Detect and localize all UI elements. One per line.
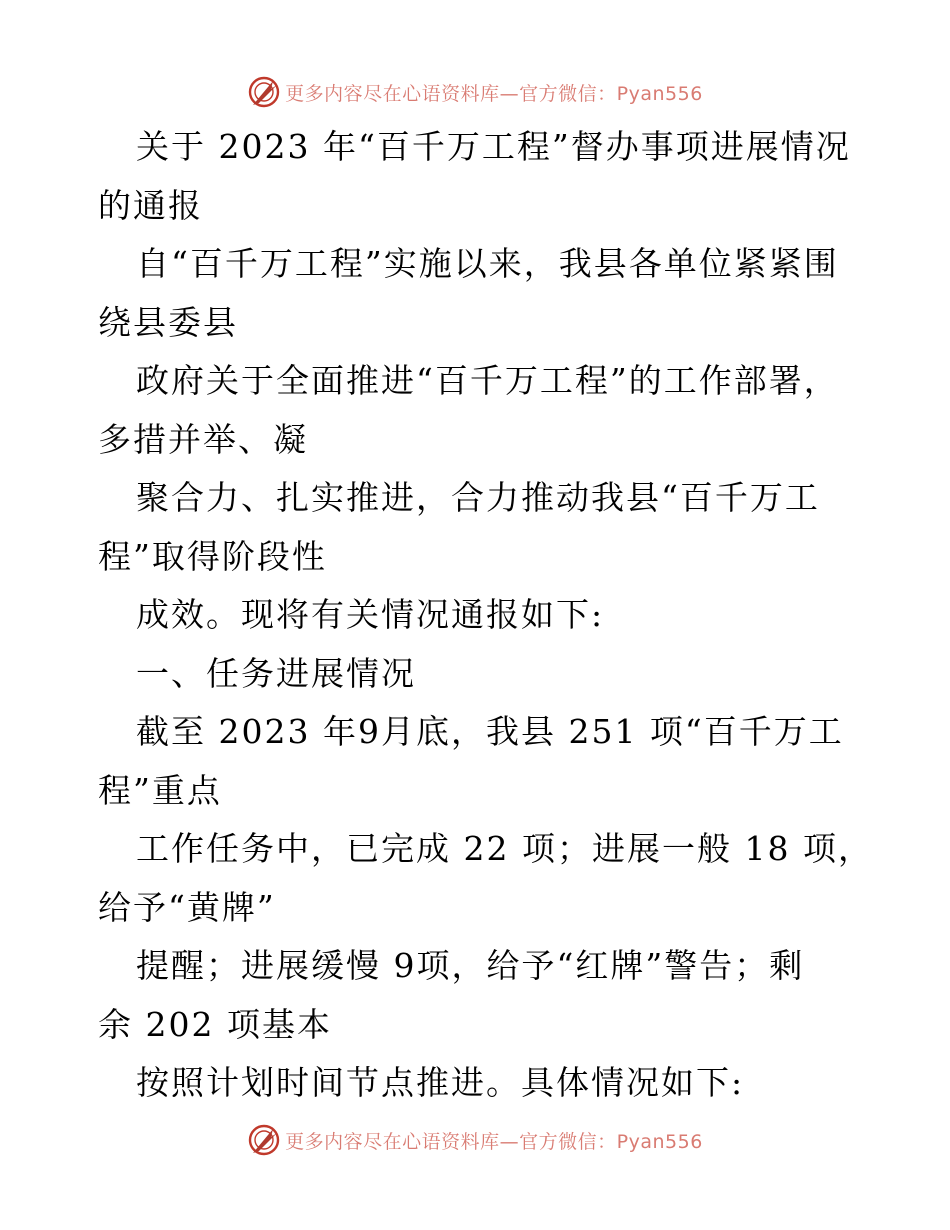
text-line: 多措并举、凝 (98, 419, 308, 459)
text-line: 工作任务中，已完成 22 项；进展一般 18 项， (136, 829, 873, 868)
text-line: 的通报 (98, 185, 203, 225)
header-watermark (0, 72, 950, 112)
section-heading: 一、任务进展情况 (136, 653, 416, 693)
text-line: 提醒；进展缓慢 9项，给予“红牌”警告；剩 (136, 946, 805, 985)
quill-logo-icon (247, 1123, 281, 1157)
text-line: 绕县委县 (98, 302, 238, 342)
text-line: 程”重点 (98, 770, 222, 810)
text-line: 程”取得阶段性 (98, 536, 327, 576)
text-line: 按照计划时间节点推进。具体情况如下: (136, 1063, 745, 1102)
text-line: 截至 2023 年9月底，我县 251 项“百千万工 (136, 712, 844, 751)
text-line: 给予“黄牌” (98, 887, 276, 927)
text-line: 政府关于全面推进“百千万工程”的工作部署， (136, 361, 839, 400)
watermark-text: 更多内容尽在心语资料库—官方微信：Pyan556 (285, 82, 703, 105)
footer-watermark (0, 1120, 950, 1160)
quill-logo-icon (247, 75, 281, 109)
document-body (98, 118, 873, 1113)
text-line: 聚合力、扎实推进，合力推动我县“百千万工 (136, 478, 820, 517)
text-line: 余 202 项基本 (98, 1004, 332, 1044)
watermark-text: 更多内容尽在心语资料库—官方微信：Pyan556 (285, 1130, 703, 1153)
text-line: 成效。现将有关情况通报如下: (136, 595, 605, 634)
text-line: 自“百千万工程”实施以来，我县各单位紧紧围 (136, 244, 839, 283)
text-line: 关于 2023 年“百千万工程”督办事项进展情况 (136, 127, 851, 166)
